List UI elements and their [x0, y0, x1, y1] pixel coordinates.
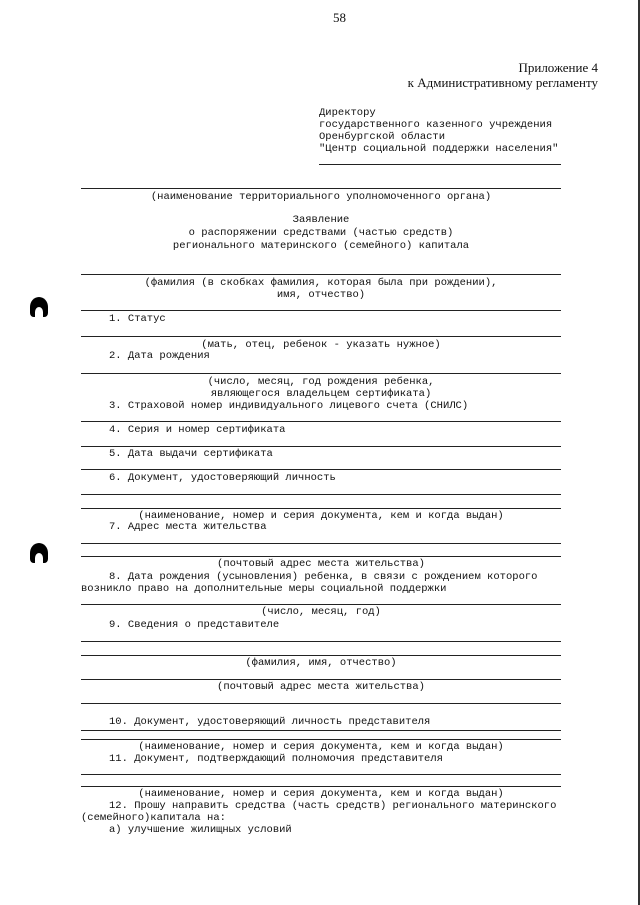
appendix-line2: к Административному регламенту	[407, 75, 598, 90]
punch-hole-bottom	[30, 543, 48, 563]
fio-caption-line2: имя, отчество)	[276, 289, 366, 301]
rep-fio-caption: (фамилия, имя, отчество)	[245, 657, 397, 669]
addressee-line3: Оренбургской области	[319, 131, 446, 143]
cert-series-line	[81, 446, 561, 447]
status-caption: (мать, отец, ребенок - указать нужное)	[201, 339, 441, 351]
address-caption: (почтовый адрес места жительства)	[217, 558, 425, 570]
cert-date-line	[81, 469, 561, 470]
id-doc-caption: (наименование, номер и серия документа, кем и когда выдан)	[138, 510, 504, 522]
item-request-option-a: а) улучшение жилищных условий	[109, 824, 292, 836]
rep-doc-line1	[81, 730, 561, 731]
id-doc-line1	[81, 494, 561, 495]
title-line1: Заявление	[292, 214, 350, 226]
rep-line4	[81, 703, 561, 704]
appendix-line1: Приложение 4	[518, 60, 598, 75]
rep-doc-caption: (наименование, номер и серия документа, кем и когда выдан)	[138, 741, 504, 753]
authority-line2	[81, 786, 561, 787]
addressee-line2: государственного казенного учреждения	[319, 119, 553, 131]
status-line	[81, 336, 561, 337]
page-number: 58	[333, 10, 346, 25]
item-child-birth-line1: 8. Дата рождения (усыновления) ребенка, в связи с рождением которого	[109, 571, 538, 583]
item-snils: 3. Страховой номер индивидуального лицевого счета (СНИЛС)	[109, 400, 469, 412]
item-cert-series: 4. Серия и номер сертификата	[109, 424, 286, 436]
authority-caption: (наименование, номер и серия документа, кем и когда выдан)	[138, 788, 504, 800]
organ-line	[81, 188, 561, 189]
addressee-line1: Директору	[319, 107, 376, 119]
rep-line2	[81, 655, 561, 656]
address-line2	[81, 556, 561, 557]
item-request-line2: (семейного)капитала на:	[81, 812, 226, 824]
item-child-birth-line2: возникло право на дополнительные меры социальной поддержки	[81, 583, 447, 595]
item-status: 1. Статус	[109, 313, 166, 325]
item-birth-date: 2. Дата рождения	[109, 350, 210, 362]
child-birth-line	[81, 604, 561, 605]
item-rep-doc: 10. Документ, удостоверяющий личность представителя	[109, 716, 431, 728]
rep-line1	[81, 641, 561, 642]
item-request-line1: 12. Прошу направить средства (часть средств) регионального материнского	[109, 800, 557, 812]
address-line1	[81, 543, 561, 544]
rep-address-caption: (почтовый адрес места жительства)	[217, 681, 425, 693]
item-cert-date: 5. Дата выдачи сертификата	[109, 448, 273, 460]
id-doc-line2	[81, 508, 561, 509]
birth-line	[81, 373, 561, 374]
rep-doc-line2	[81, 739, 561, 740]
item-authority: 11. Документ, подтверждающий полномочия представителя	[109, 753, 443, 765]
title-line3: регионального материнского (семейного) капитала	[172, 240, 470, 252]
child-birth-caption: (число, месяц, год)	[261, 606, 381, 618]
punch-hole-top	[30, 297, 48, 317]
birth-caption-line1: (число, месяц, год рождения ребенка,	[207, 376, 435, 388]
addressee-blank-line	[319, 164, 561, 165]
organ-caption: (наименование территориального уполномоченного органа)	[150, 191, 492, 203]
birth-caption-line2: являющегося владельцем сертификата)	[210, 388, 432, 400]
addressee-line4: "Центр социальной поддержки населения"	[319, 143, 559, 155]
rep-line3	[81, 679, 561, 680]
item-id-doc: 6. Документ, удостоверяющий личность	[109, 472, 336, 484]
item-representative: 9. Сведения о представителе	[109, 619, 280, 631]
fio-caption-line1: (фамилия (в скобках фамилия, которая была при рождении),	[144, 277, 498, 289]
title-line2: о распоряжении средствами (частью средств)	[188, 227, 454, 239]
authority-line1	[81, 774, 561, 775]
item-address: 7. Адрес места жительства	[109, 521, 267, 533]
snils-line	[81, 421, 561, 422]
fio-line	[81, 274, 561, 275]
fio-line-2	[81, 310, 561, 311]
